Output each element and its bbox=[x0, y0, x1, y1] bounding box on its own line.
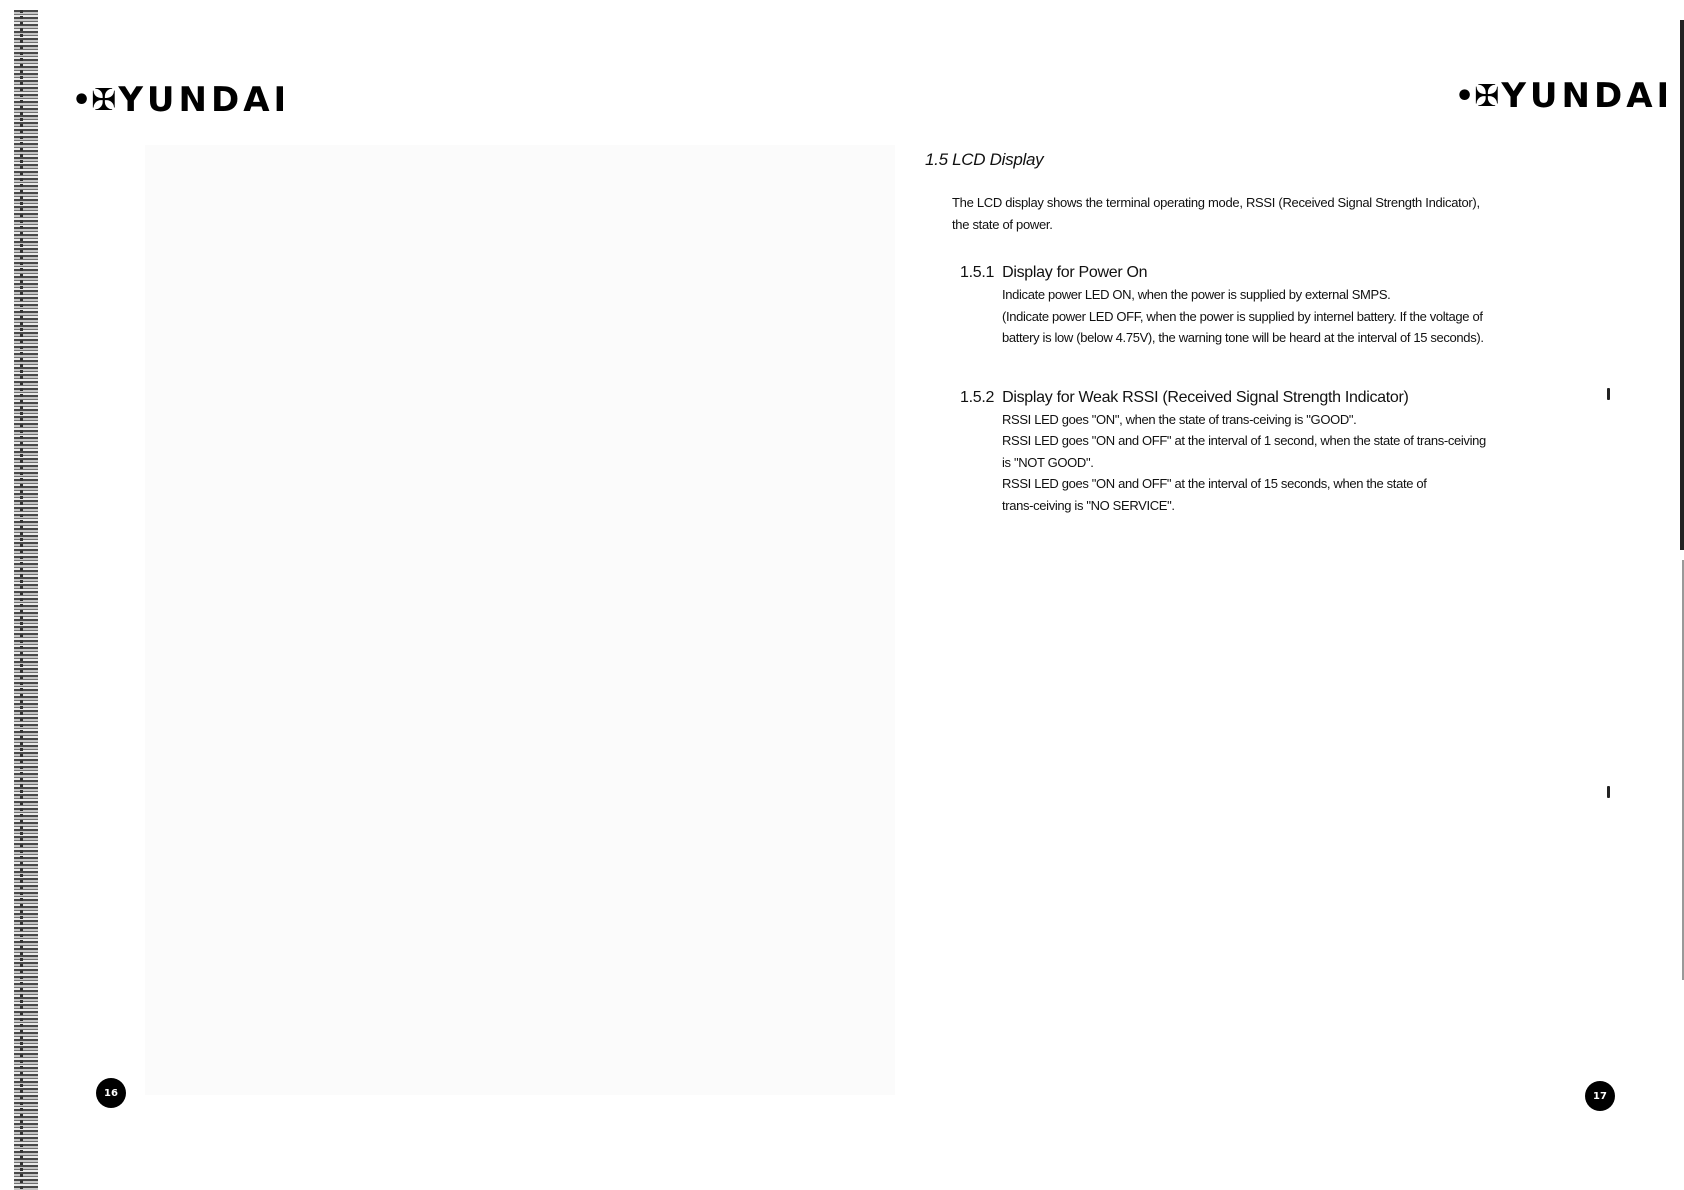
intro-line: the state of power. bbox=[952, 217, 1053, 232]
subsection-number: 1.5.2 bbox=[960, 388, 995, 406]
hyundai-logo-mark-icon: •✠ bbox=[1455, 78, 1500, 114]
section-title: 1.5 LCD Display bbox=[925, 150, 1044, 169]
hyundai-logo-mark-icon: •✠ bbox=[72, 82, 117, 118]
page-number-17: 17 bbox=[1585, 1081, 1615, 1111]
left-page-blank-area bbox=[145, 145, 895, 1095]
section-content bbox=[925, 150, 1605, 516]
intro-paragraph bbox=[952, 192, 1592, 236]
subsection-weak-rssi bbox=[960, 389, 1605, 517]
hyundai-logo-left bbox=[72, 80, 290, 120]
body-line: battery is low (below 4.75V), the warning tone will be heard at the interval of 15 seconds). bbox=[1002, 330, 1484, 345]
logo-text: YUNDAI bbox=[1501, 76, 1674, 116]
subsection-number: 1.5.1 bbox=[960, 264, 995, 281]
intro-line: The LCD display shows the terminal operating mode, RSSI (Received Signal Strength Indicator), bbox=[952, 195, 1480, 210]
body-line: (Indicate power LED OFF, when the power is supplied by internel battery. If the voltage of bbox=[1002, 308, 1483, 324]
subsection-heading bbox=[960, 264, 1605, 282]
subsection-body bbox=[1002, 409, 1605, 517]
subsection-body bbox=[1002, 284, 1605, 349]
page-number-16: 16 bbox=[96, 1078, 126, 1108]
binding-edge bbox=[14, 10, 38, 1190]
subsection-heading bbox=[960, 389, 1605, 407]
logo-text: YUNDAI bbox=[118, 80, 291, 120]
margin-mark bbox=[1607, 388, 1610, 400]
margin-mark bbox=[1607, 786, 1610, 798]
body-line: Indicate power LED ON, when the power is supplied by external SMPS. bbox=[1002, 287, 1391, 302]
subsection-title: Display for Weak RSSI (Received Signal Strength Indicator) bbox=[1002, 388, 1409, 406]
subsection-power-on bbox=[960, 264, 1605, 349]
right-edge-shadow bbox=[1680, 20, 1684, 550]
body-line: trans-ceiving is "NO SERVICE". bbox=[1002, 497, 1175, 513]
subsection-title: Display for Power On bbox=[1002, 264, 1148, 281]
body-line: RSSI LED goes "ON and OFF" at the interval of 1 second, when the state of trans-ceiving bbox=[1002, 433, 1486, 448]
body-line: RSSI LED goes "ON", when the state of trans-ceiving is "GOOD". bbox=[1002, 411, 1357, 427]
body-line: RSSI LED goes "ON and OFF" at the interval of 15 seconds, when the state of bbox=[1002, 476, 1427, 491]
body-line: is "NOT GOOD". bbox=[1002, 454, 1094, 470]
hyundai-logo-right bbox=[1455, 76, 1673, 116]
